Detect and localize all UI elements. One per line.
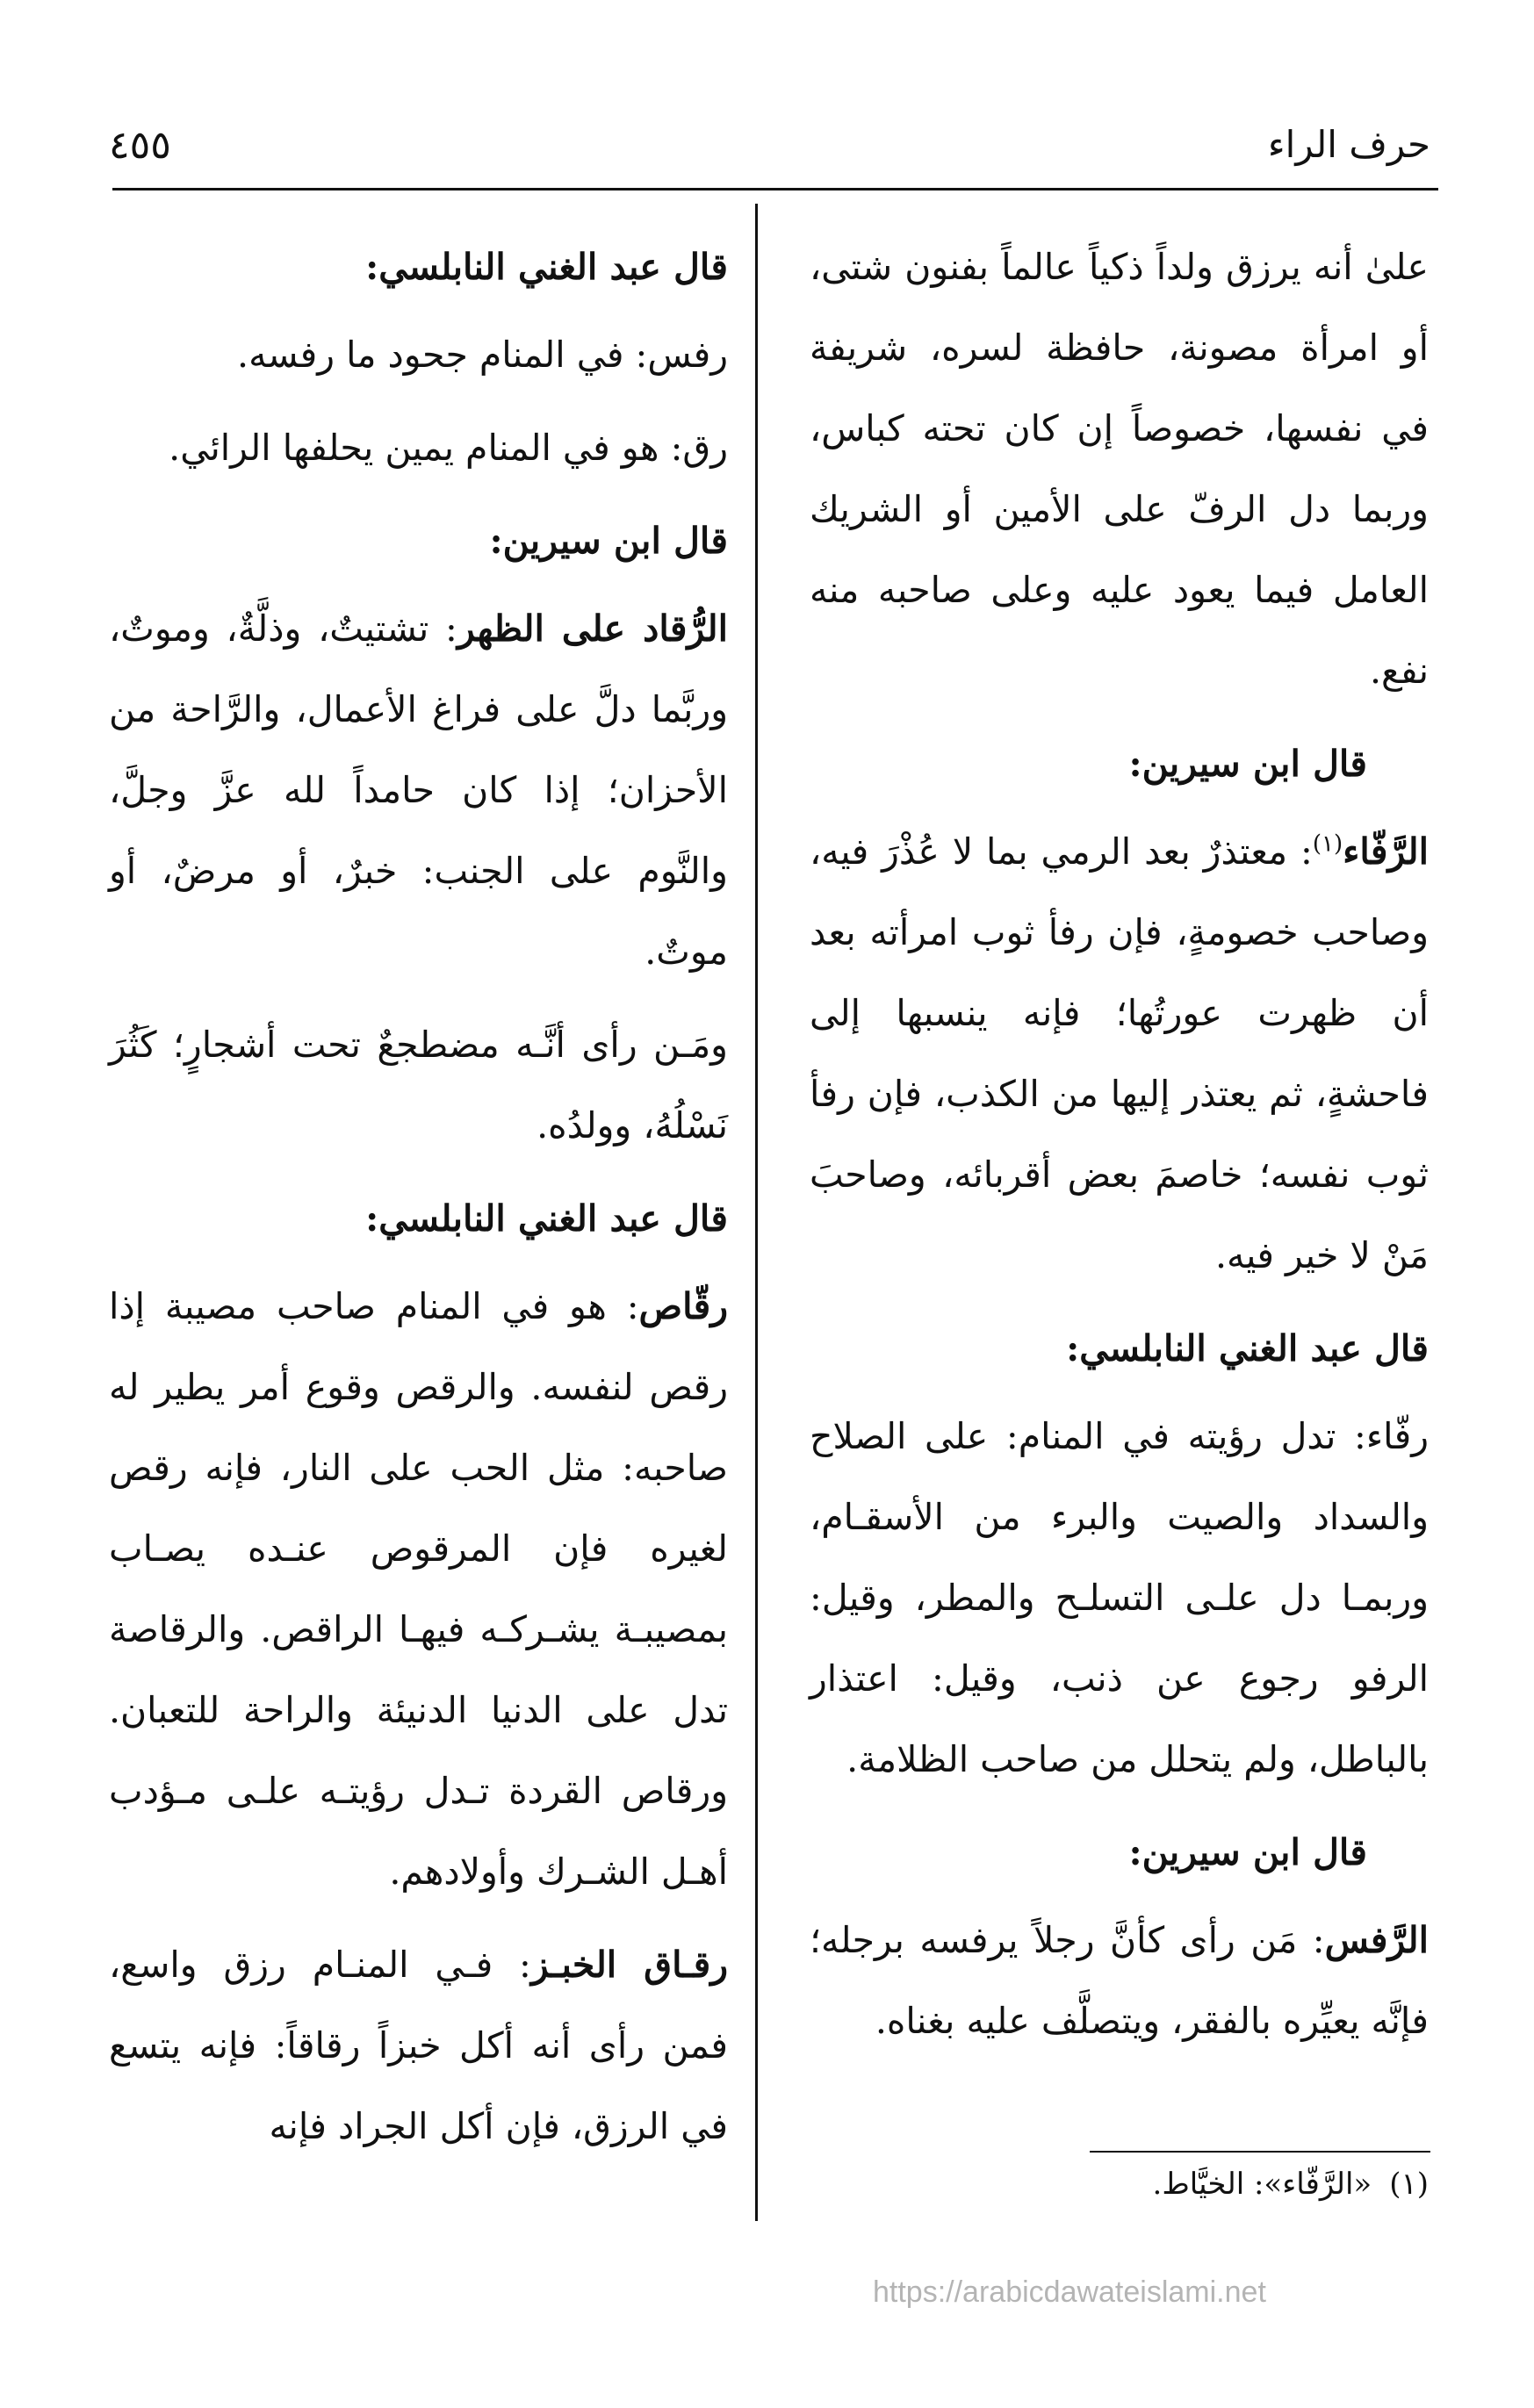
entry-text: : فـي المنـام رزق واسع، فمن رأى أنه أكل خبزاً رقاقاً: فإنه يتسع في الرزق، فإن أكل الجراد فإنه	[109, 1944, 728, 2147]
entry-paragraph	[810, 811, 1429, 1296]
entry-term: الرُّقاد على الظهر	[457, 607, 728, 650]
entry-text: : تشتيتٌ، وذلَّةٌ، وموتٌ، وربَّما دلَّ على فراغ الأعمال، والرَّاحة من الأحزان؛ إذا كان حامداً لله عزَّ وجلَّ، والنَّوم على الجنب: خبرٌ، أو مرضٌ، أو موتٌ.	[109, 607, 728, 973]
paragraph: رق: هو في المنام يمين يحلفها الرائي.	[169, 427, 728, 469]
entry-text: : مَن رأى كأنَّ رجلاً يرفسه برجله؛ فإنَّه يعيِّره بالفقر، ويتصلَّف عليه بغناه.	[810, 1919, 1429, 2042]
entry-text: : معتذرٌ بعد الرمي بما لا عُذْرَ فيه، وصاحب خصومةٍ، فإن رفأ ثوب امرأته بعد أن ظهرت عورتُها؛ فإنه ينسبها إلى فاحشةٍ، ثم يعتذر إليها من الكذب، فإن رفأ ثوب نفسه؛ خاصمَ بعض أقربائه، وصاحبَ مَنْ لا خير فيه.	[810, 830, 1429, 1276]
entry-term: رقّاص	[638, 1285, 728, 1327]
entry-paragraph	[109, 1266, 728, 1912]
section-heading: قال ابن سيرين:	[1128, 1831, 1367, 1873]
paragraph: رفس: في المنام جحود ما رفسه.	[237, 334, 728, 376]
left-column	[109, 226, 728, 2179]
column-divider	[755, 204, 758, 2221]
entry-paragraph	[109, 1924, 728, 2167]
paragraph: رفّاء: تدل رؤيته في المنام: على الصلاح والسداد والصيت والبرء من الأسقـام، وربمـا دل علـى التسلـح والمطر، وقيل: الرفو رجوع عن ذنب، وقيل: اعتذار بالباطل، ولم يتحلل من صاحب الظلامة.	[810, 1415, 1429, 1780]
section-heading: قال ابن سيرين:	[1128, 743, 1367, 785]
paragraph: ومَـن رأى أنَّـه مضطجعٌ تحت أشجارٍ؛ كَثُرَ نَسْلُهُ، وولدُه.	[109, 1024, 728, 1146]
entry-text: : هو في المنام صاحب مصيبة إذا رقص لنفسه. والرقص وقوع أمر يطير له صاحبه: مثل الحب على النار، فإنه رقص لغيره فإن المرقوص عنـده يصـاب بمصيبـة يشـركـه فيهـا الراقص. والرقاصة تدل على الدنيا الدنيئة والراحة للتعبان. ورقاص القردة تـدل رؤيتـه علـى مـؤدب أهـل الشـرك وأولادهم.	[109, 1285, 728, 1893]
footnote-rule	[1090, 2151, 1430, 2153]
entry-term: رقـاق الخبـز	[530, 1944, 728, 1986]
paragraph: علىٰ أنه يرزق ولداً ذكياً عالماً بفنون شتى، أو امرأة مصونة، حافظة لسره، شريفة في نفسها، خصوصاً إن كان تحته كباس، وربما دل الرفّ على الأمين أو الشريك العامل فيما يعود عليه وعلى صاحبه منه نفع.	[810, 246, 1429, 692]
header-rule	[112, 188, 1438, 190]
section-heading: قال عبد الغني النابلسي:	[365, 1197, 728, 1240]
running-header-title: حرف الراء	[1267, 123, 1430, 166]
section-heading: قال عبد الغني النابلسي:	[1066, 1327, 1429, 1369]
entry-term: الرَّفس	[1324, 1919, 1429, 1961]
page-number: ٤٥٥	[109, 123, 171, 168]
entry-paragraph	[810, 1900, 1429, 2061]
watermark-url: https://arabicdawateislami.net	[873, 2275, 1266, 2309]
footnote-text: «الرَّفّاء»: الخيَّاط.	[1152, 2167, 1372, 2202]
entry-term: الرَّفّاء	[1343, 830, 1429, 873]
entry-paragraph	[109, 588, 728, 992]
footnote	[814, 2167, 1429, 2202]
section-heading: قال ابن سيرين:	[489, 520, 728, 562]
right-column	[810, 226, 1429, 2074]
section-heading: قال عبد الغني النابلسي:	[365, 246, 728, 288]
footnote-reference: (١)	[1312, 830, 1343, 858]
footnote-number: (١)	[1389, 2167, 1429, 2202]
